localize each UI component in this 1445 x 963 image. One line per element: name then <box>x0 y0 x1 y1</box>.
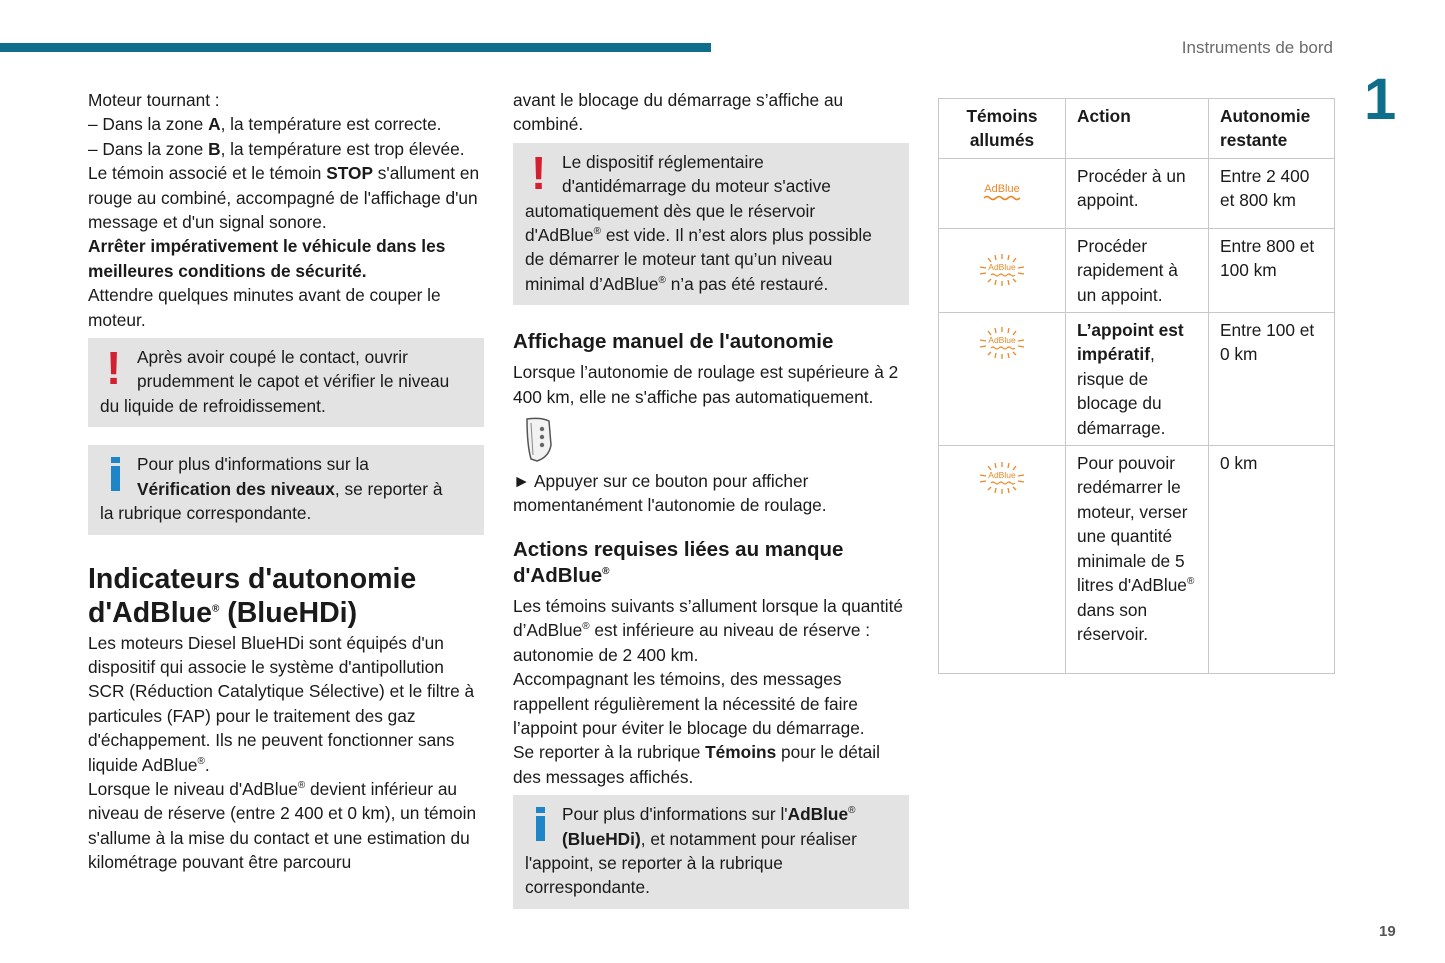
warning-note-coolant: ! Après avoir coupé le contact, ouvrir prudemment le capot et vérifier le niveau du liquide de refroidissement. <box>88 338 484 427</box>
warning-exclamation-icon: ! <box>106 342 122 395</box>
info-note-adblue: Pour plus d'informations sur l'AdBlue® (BlueHDi), et notamment pour réaliser l'appoint, se reporter à la rubrique correspondante. <box>513 795 909 909</box>
column-header-action: Action <box>1066 99 1209 159</box>
column-left <box>88 88 484 875</box>
continuation-text: avant le blocage du démarrage s’affiche au combiné. <box>513 90 844 135</box>
actions-text-1: Les témoins suivants s’allument lorsque la quantité d’AdBlue® est inférieure au niveau de réserve : autonomie de 2 400 km. <box>513 595 904 665</box>
table-row <box>939 446 1335 674</box>
list-item-zone-a: – Dans la zone A, la température est correcte. <box>88 114 442 135</box>
svg-text:AdBlue: AdBlue <box>988 335 1016 346</box>
header-accent-bar <box>0 43 711 52</box>
bluehdi-description: Les moteurs Diesel BlueHDi sont équipés d'un dispositif qui associe le système d'antipollution SCR (Réduction Catalytique Sélective) et le filtre à particules (FAP) pour le traitement des gaz d'échappement. Ils ne peuvent fonctionner sans liquide AdBlue®. <box>88 632 475 775</box>
adblue-icon <box>980 181 1024 205</box>
adblue-flashing-icon <box>977 325 1027 361</box>
actions-text-3: Se reporter à la rubrique Témoins pour le détail des messages affichés. <box>513 742 880 787</box>
adblue-flashing-icon <box>977 460 1027 496</box>
intro-text: Moteur tournant : <box>88 90 220 110</box>
press-button-text: ► Appuyer sur ce bouton pour afficher momentanément l'autonomie de roulage. <box>513 471 827 516</box>
action-cell: Procéder à un appoint. <box>1066 158 1209 228</box>
safety-warning-text: Arrêter impérativement le véhicule dans les meilleures conditions de sécurité. <box>88 236 446 281</box>
warning-exclamation-icon: ! <box>531 146 547 199</box>
adblue-flashing-icon <box>977 252 1027 288</box>
actions-text-2: Accompagnant les témoins, des messages rappellent régulièrement la nécessité de faire l’appoint pour éviter le blocage du démarrage. <box>513 669 865 738</box>
section-heading-adblue: Indicateurs d'autonomie d'AdBlue® (BlueHDi) <box>88 562 417 629</box>
info-note-levels: Pour plus d'informations sur la Vérification des niveaux, se reporter à la rubrique correspondante. <box>88 445 484 534</box>
table-header-row <box>939 99 1335 159</box>
stalk-button-icon <box>521 415 555 463</box>
svg-text:AdBlue: AdBlue <box>988 262 1016 273</box>
adblue-warning-table <box>938 98 1335 674</box>
section-title: Instruments de bord <box>1181 38 1333 57</box>
warning-note-antistart: ! Le dispositif réglementaire d'antidémarrage du moteur s'active automatiquement dès que le réservoir d'AdBlue® est vide. Il n’est alors plus possible de démarrer le moteur tant qu’un niveau minimal d’AdBlue® n’a pas été restauré. <box>513 143 909 305</box>
table-row <box>939 313 1335 446</box>
manual-display-text: Lorsque l’autonomie de roulage est supérieure à 2 400 km, elle ne s'affiche pas automatiquement. <box>513 362 899 407</box>
list-item-zone-b: – Dans la zone B, la température est trop élevée. Le témoin associé et le témoin STOP s'allument en rouge au combiné, accompagné de l'affichage d'un message et d'un signal sonore. <box>88 138 480 233</box>
column-middle <box>513 88 909 909</box>
action-cell: L’appoint est impératif, risque de blocage du démarrage. <box>1066 313 1209 446</box>
page-number: 19 <box>1379 923 1396 940</box>
range-cell: Entre 2 400 et 800 km <box>1209 158 1335 228</box>
column-header-range: Autonomie restante <box>1209 99 1335 159</box>
svg-text:AdBlue: AdBlue <box>984 183 1020 196</box>
info-icon <box>110 457 120 491</box>
action-cell: Procéder rapidement à un appoint. <box>1066 228 1209 312</box>
column-header-lamps: Témoins allumés <box>939 99 1066 159</box>
info-icon <box>535 807 545 841</box>
action-cell: Pour pouvoir redémarrer le moteur, verser une quantité minimale de 5 litres d'AdBlue® dans son réservoir. <box>1066 446 1209 674</box>
table-row <box>939 158 1335 228</box>
range-cell: 0 km <box>1209 446 1335 674</box>
range-cell: Entre 800 et 100 km <box>1209 228 1335 312</box>
reserve-description: Lorsque le niveau d'AdBlue® devient inférieur au niveau de réserve (entre 2 400 et 0 km), un témoin s'allume à la mise du contact et une estimation du kilométrage pouvant être parcouru <box>88 778 477 873</box>
heading-required-actions: Actions requises liées au manque d'AdBlue® <box>513 537 844 587</box>
svg-text:AdBlue: AdBlue <box>988 470 1016 481</box>
heading-manual-display: Affichage manuel de l'autonomie <box>513 330 834 354</box>
chapter-number: 1 <box>1364 67 1397 132</box>
range-cell: Entre 100 et 0 km <box>1209 313 1335 446</box>
table-row <box>939 228 1335 312</box>
wait-text: Attendre quelques minutes avant de couper le moteur. <box>88 285 441 330</box>
